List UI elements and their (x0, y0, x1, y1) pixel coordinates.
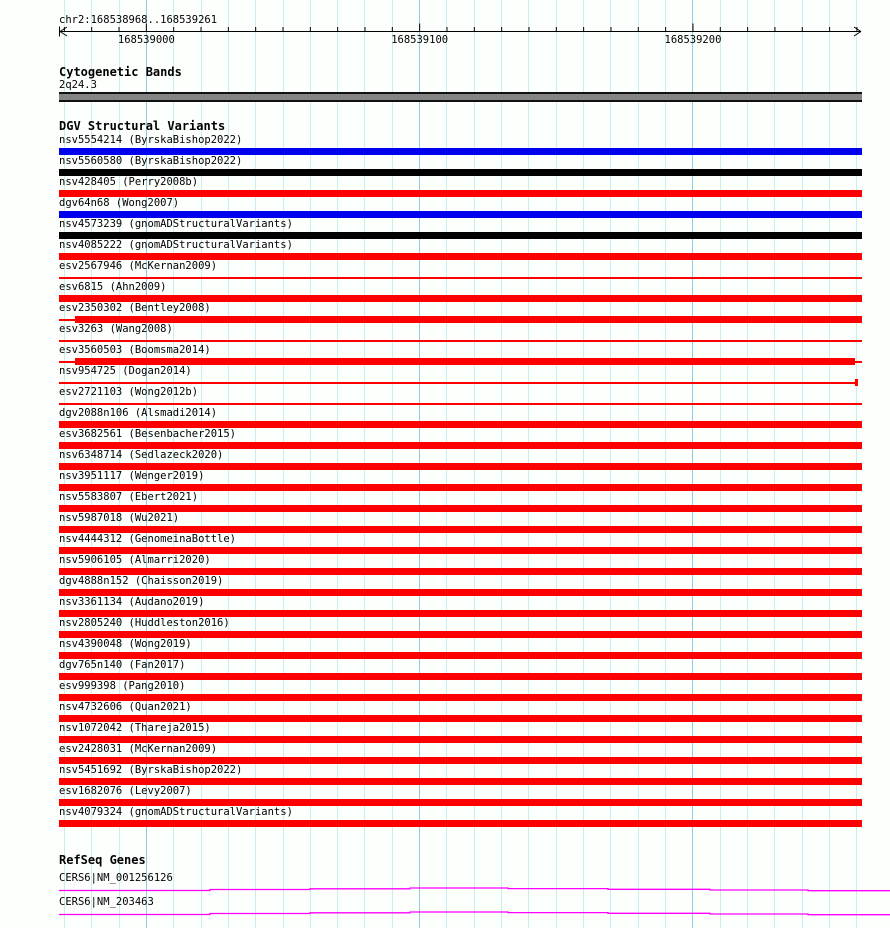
variant-label[interactable]: nsv5554214 (ByrskaBishop2022) (59, 134, 243, 146)
variant-bar[interactable] (59, 361, 75, 363)
variant-bar[interactable] (59, 820, 862, 827)
variant-label[interactable]: esv3263 (Wang2008) (59, 323, 173, 335)
variant-bar[interactable] (59, 694, 862, 701)
cytogenetic-bands-header: Cytogenetic Bands (59, 65, 182, 79)
variant-label[interactable]: nsv6348714 (Sedlazeck2020) (59, 449, 224, 461)
variant-bar[interactable] (59, 169, 862, 176)
variant-label[interactable]: nsv4732606 (Quan2021) (59, 701, 192, 713)
variant-label[interactable]: esv2721103 (Wong2012b) (59, 386, 199, 398)
variant-bar[interactable] (59, 652, 862, 659)
variant-bar[interactable] (59, 568, 862, 575)
variant-bar[interactable] (59, 253, 862, 260)
variant-bar[interactable] (59, 382, 855, 384)
variant-bar[interactable] (59, 673, 862, 680)
variant-bar[interactable] (59, 463, 862, 470)
variant-label[interactable]: esv3560503 (Boomsma2014) (59, 344, 211, 356)
variant-label[interactable]: esv6815 (Ahn2009) (59, 281, 167, 293)
variant-label[interactable]: esv2567946 (McKernan2009) (59, 260, 218, 272)
variant-label[interactable]: esv1682076 (Levy2007) (59, 785, 192, 797)
variant-bar[interactable] (59, 295, 862, 302)
variant-bar[interactable] (59, 589, 862, 596)
variant-bar[interactable] (59, 715, 862, 722)
variant-label[interactable]: nsv5560580 (ByrskaBishop2022) (59, 155, 243, 167)
variant-label[interactable]: nsv5583807 (Ebert2021) (59, 491, 199, 503)
gene-label[interactable]: CERS6|NM_001256126 (59, 872, 173, 884)
variant-bar[interactable] (59, 277, 862, 279)
variant-label[interactable]: nsv1072042 (Thareja2015) (59, 722, 211, 734)
variant-bar[interactable] (75, 358, 855, 365)
ruler-tick-label: 168539000 (117, 34, 175, 46)
variant-label[interactable]: nsv2805240 (Huddleston2016) (59, 617, 230, 629)
gene-structure-line[interactable] (59, 888, 890, 891)
cytoband-label: 2q24.3 (59, 79, 97, 91)
variant-bar[interactable] (59, 526, 862, 533)
variant-bar[interactable] (59, 211, 862, 218)
variant-label[interactable]: nsv5987018 (Wu2021) (59, 512, 180, 524)
variant-bar[interactable] (59, 340, 862, 342)
variant-bar[interactable] (59, 421, 862, 428)
cytoband-bar[interactable] (59, 92, 862, 102)
variant-label[interactable]: nsv5906105 (Almarri2020) (59, 554, 211, 566)
variant-label[interactable]: nsv4573239 (gnomADStructuralVariants) (59, 218, 293, 230)
gene-label[interactable]: CERS6|NM_203463 (59, 896, 154, 908)
variant-bar[interactable] (855, 361, 862, 363)
variant-label[interactable]: esv2350302 (Bentley2008) (59, 302, 211, 314)
variant-bar[interactable] (59, 799, 862, 806)
variant-bar[interactable] (75, 316, 862, 323)
variant-label[interactable]: nsv5451692 (ByrskaBishop2022) (59, 764, 243, 776)
dgv-structural-variants-header: DGV Structural Variants (59, 119, 226, 133)
variant-label[interactable]: nsv3951117 (Wenger2019) (59, 470, 205, 482)
variant-label[interactable]: esv3682561 (Besenbacher2015) (59, 428, 237, 440)
variant-bar[interactable] (59, 547, 862, 554)
variant-label[interactable]: nsv428405 (Perry2008b) (59, 176, 199, 188)
variant-label[interactable]: dgv2088n106 (Alsmadi2014) (59, 407, 218, 419)
variant-label[interactable]: nsv954725 (Dogan2014) (59, 365, 192, 377)
variant-label[interactable]: nsv4390048 (Wong2019) (59, 638, 192, 650)
variant-bar[interactable] (59, 631, 862, 638)
variant-label[interactable]: dgv64n68 (Wong2007) (59, 197, 180, 209)
variant-label[interactable]: nsv4444312 (GenomeinaBottle) (59, 533, 237, 545)
variant-bar[interactable] (59, 778, 862, 785)
refseq-genes-header: RefSeq Genes (59, 853, 146, 867)
variant-bar[interactable] (855, 379, 858, 386)
variant-label[interactable]: nsv3361134 (Audano2019) (59, 596, 205, 608)
variant-bar[interactable] (59, 757, 862, 764)
region-title: chr2:168538968..168539261 (59, 14, 218, 26)
variant-bar[interactable] (59, 736, 862, 743)
variant-bar[interactable] (59, 148, 862, 155)
variant-label[interactable]: dgv4888n152 (Chaisson2019) (59, 575, 224, 587)
ruler-tick-label: 168539100 (391, 34, 449, 46)
variant-label[interactable]: esv2428031 (McKernan2009) (59, 743, 218, 755)
variant-bar[interactable] (59, 610, 862, 617)
variant-label[interactable]: nsv4085222 (gnomADStructuralVariants) (59, 239, 293, 251)
variant-label[interactable]: esv999398 (Pang2010) (59, 680, 186, 692)
variant-bar[interactable] (59, 403, 862, 405)
gene-structure-line[interactable] (59, 912, 890, 915)
variant-bar[interactable] (59, 190, 862, 197)
variant-label[interactable]: nsv4079324 (gnomADStructuralVariants) (59, 806, 293, 818)
variant-bar[interactable] (59, 442, 862, 449)
variant-bar[interactable] (59, 484, 862, 491)
variant-bar[interactable] (59, 319, 75, 321)
variant-bar[interactable] (59, 232, 862, 239)
variant-label[interactable]: dgv765n140 (Fan2017) (59, 659, 186, 671)
variant-bar[interactable] (59, 505, 862, 512)
ruler-tick-label: 168539200 (664, 34, 722, 46)
